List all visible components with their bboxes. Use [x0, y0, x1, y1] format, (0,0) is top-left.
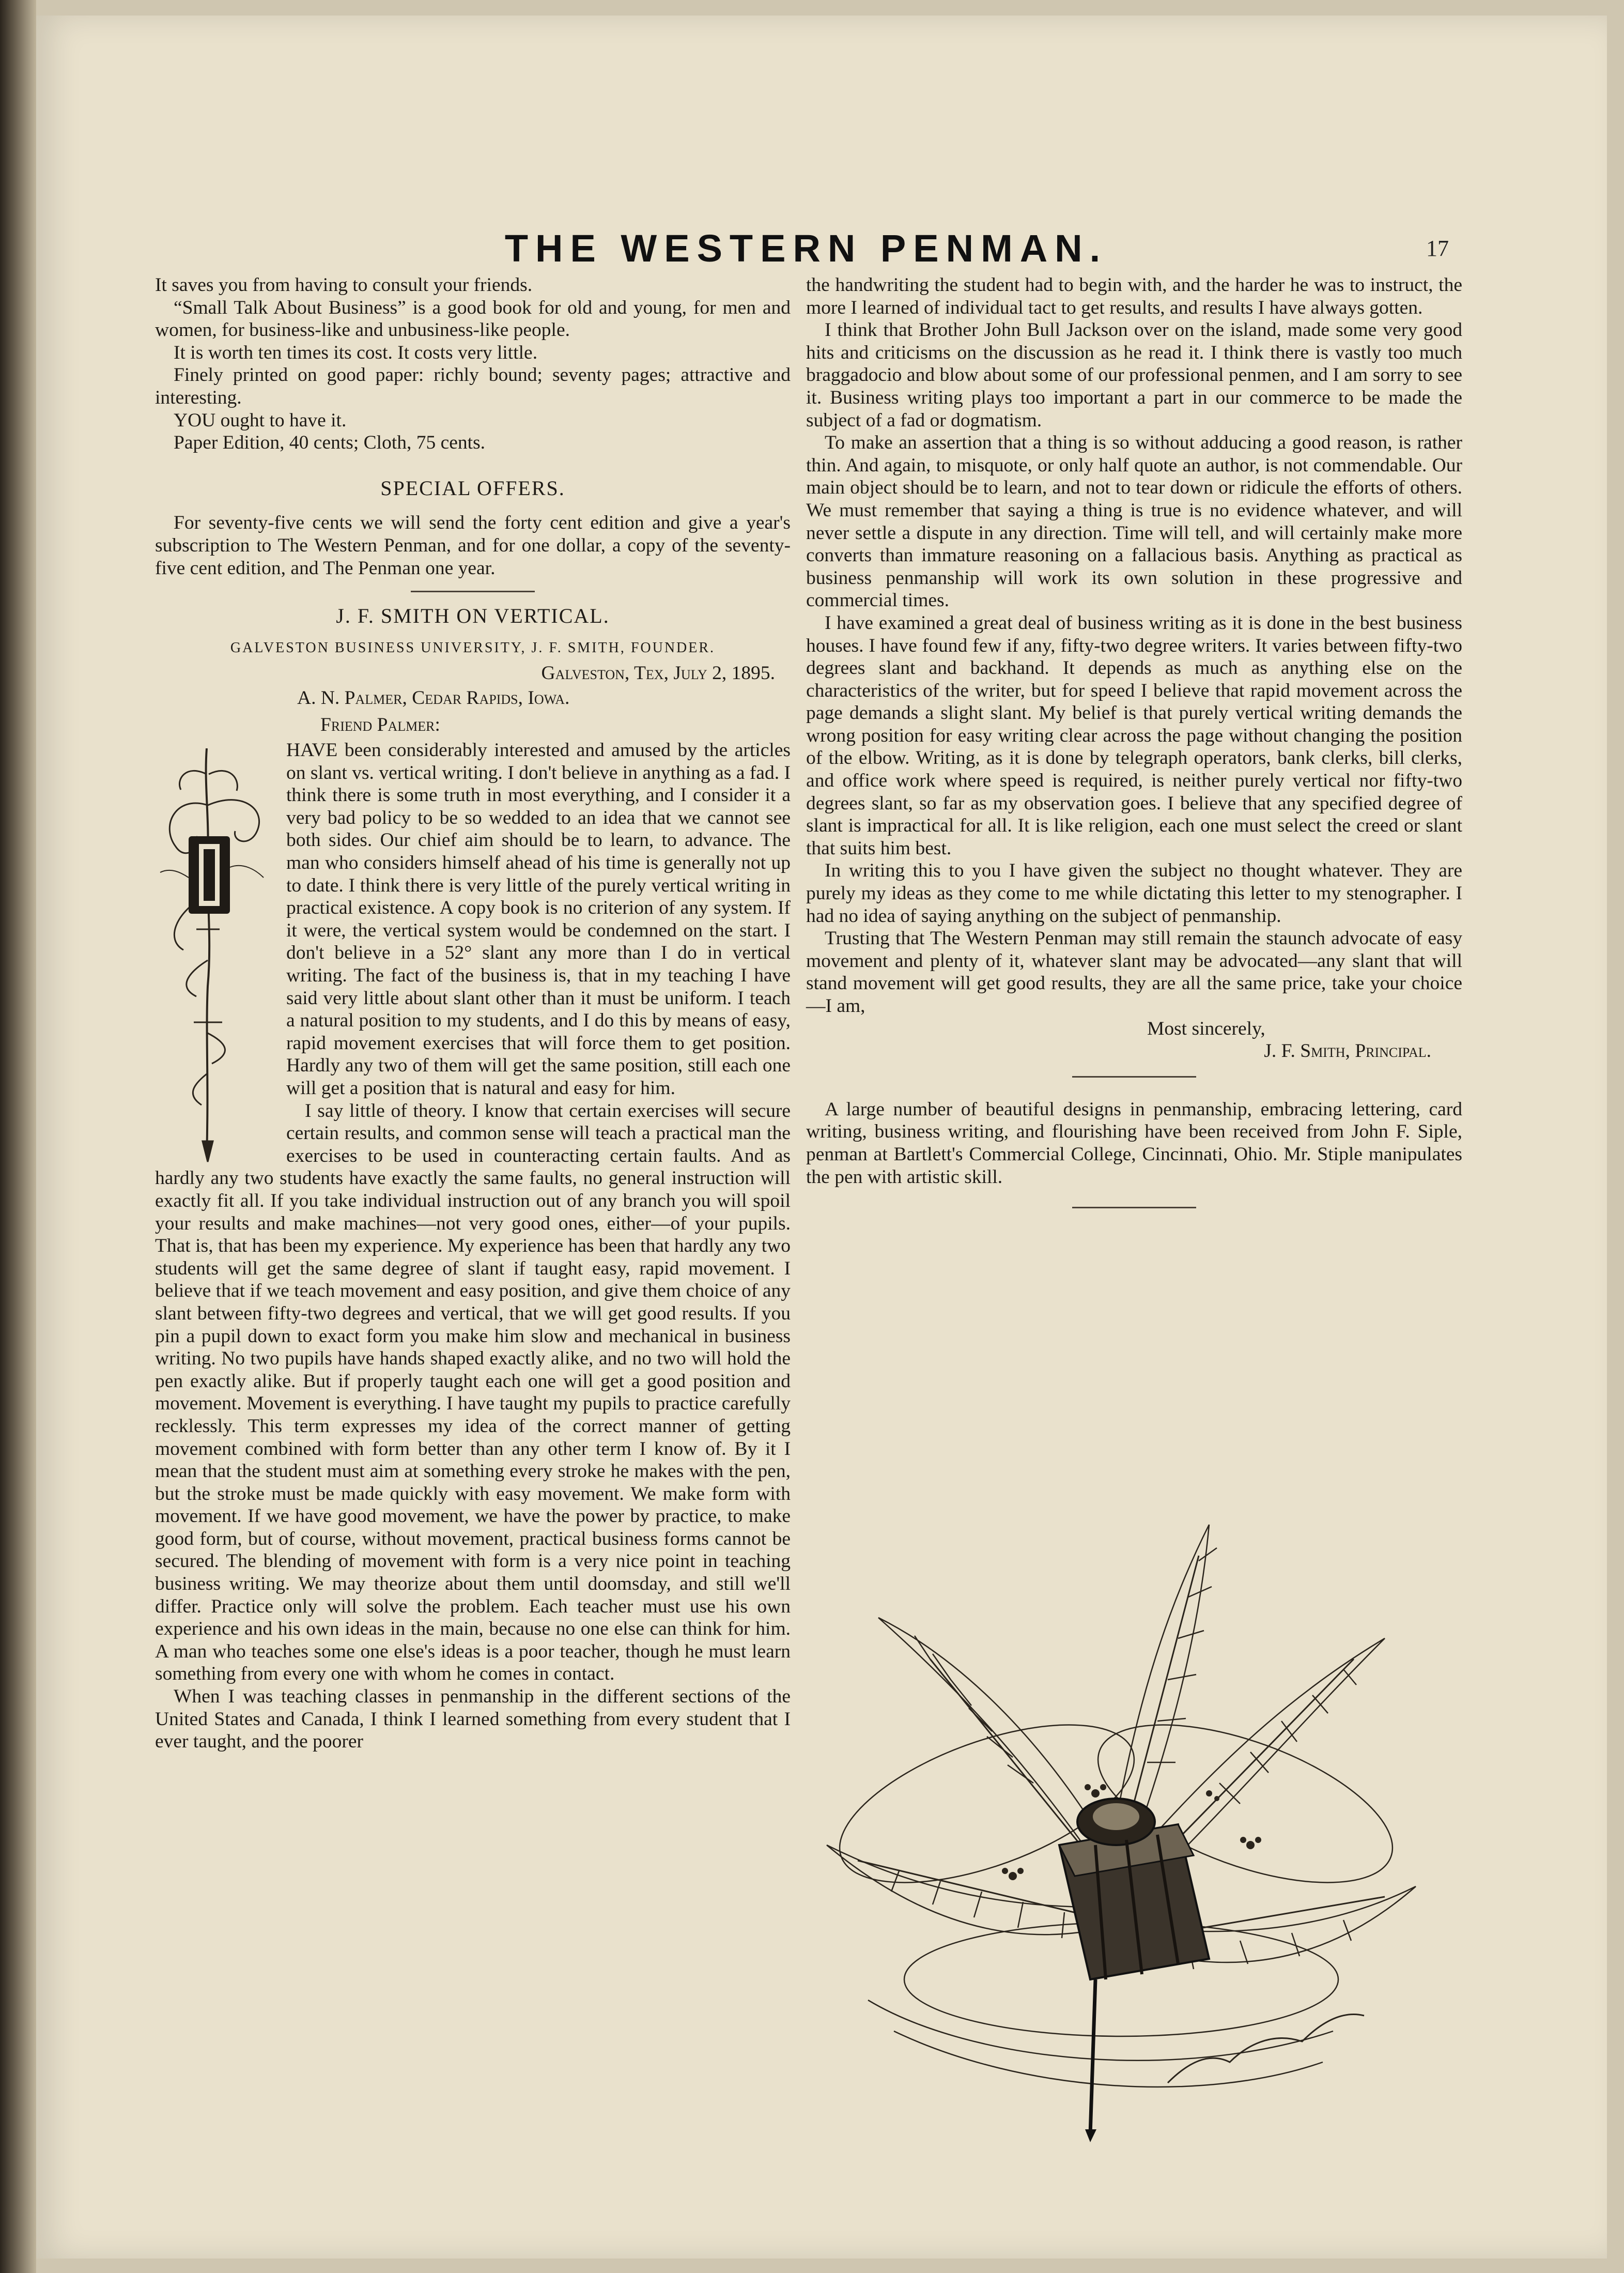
quill-inkwell-flourish-icon [816, 1483, 1426, 2145]
book-binding-edge [0, 0, 36, 2273]
dateline: Galveston, Tex, July 2, 1895. [541, 663, 775, 684]
section-divider [1072, 1076, 1196, 1078]
ornamental-initial-graphic [145, 743, 274, 1164]
intro-line: YOU ought to have it. [174, 409, 347, 431]
letter-paragraph: Trusting that The Western Penman may still remain the staunch advocate of easy movement and plenty of it, whatever slant may be advocated—any slant that will stand movement will get good results, they are all the same price, take your choice—I am, [806, 928, 1462, 1017]
letter-paragraph: In writing this to you I have given the subject no thought whatever. They are purely my ideas as they come to me while dictating this letter to my stenographer. I had no idea of saying anything on the subject of penmanship. [806, 860, 1462, 927]
special-offers-text: For seventy-five cents we will send the forty cent edition and give a year's subscription to The Western Penman, and for one dollar, a copy of the seventy-five cent edition, and The Penman one year. [155, 512, 791, 579]
intro-line: “Small Talk About Business” is a good book for old and young, for men and women, for business-like and unbusiness-like people. [155, 297, 791, 341]
letter-paragraph: To make an assertion that a thing is so without adducing a good reason, is rather thin. And again, to misquote, or only half quote an author, is not commendable. Our main object should be to learn, and not to tear down or ridicule the efforts of others. We must remember that saying a thing is true is no evidence whatever, and will never settle a dispute in any direction. Time will tell, and will certainly make more converts than immature reasoning on a fallacious basis. Anything as practical as business penmanship will work its own solution in these progressive and commercial times. [806, 432, 1462, 611]
letter-paragraph: I say little of theory. I know that certain exercises will secure certain results, and common sense will teach a practical man the exercises to be used in counteracting certain faults. And as hardly any two students have exactly the same faults, no general instruction will exactly fit all. If you take individual instruction out of any branch you will spoil your results and make machines—not very good ones, either—of your pupils. That is, that has been my experience. My experience has been that hardly any two students will get the same degree of slant if taught easy, rapid movement. I believe that if we teach movement and easy position, and give them choice of any slant between fifty-two degrees and vertical, that we will get good results. If you pin a pupil down to exact form you make him slow and mechanical in business writing. No two pupils have hands shaped exactly alike, and no two will hold the pen exactly alike. But if properly taught each one will get a good position and movement. Movement is everything. I have taught my pupils to practice carefully recklessly. This term expresses my idea of the correct manner of getting movement combined with form better than any other term I know of. By it I mean that the student must aim at something every stroke he makes with the pen, but the stroke must be made quickly with easy movement. We make form with movement. If we have good movement, we have the power by practice, to make good form, but of course, without movement, practical business forms cannot be secured. The blending of movement with form is a very nice point in teaching business writing. We may theorize about them until doomsday, and still we'll differ. Practice only will solve the problem. Each teacher must use his own experience and his own ideas in the main, because no one else can think for him. A man who teaches some one else's ideas is a poor teacher, though he must learn something from every one with whom he comes in contact. [155, 1100, 791, 1685]
intro-line: Finely printed on good paper: richly bound; seventy pages; attractive and interesting. [155, 364, 791, 408]
page-number: 17 [1426, 236, 1449, 261]
intro-line: It is worth ten times its cost. It costs very little. [174, 342, 538, 363]
flourish-illustration [816, 1483, 1426, 2145]
section-divider [1072, 1207, 1196, 1208]
letter-signature: J. F. Smith, Principal. [1264, 1040, 1431, 1062]
left-column [155, 274, 791, 1753]
special-offers-heading: SPECIAL OFFERS. [380, 476, 565, 500]
letter-closing: Most sincerely, [1147, 1018, 1265, 1039]
article-heading: J. F. SMITH ON VERTICAL. [336, 604, 610, 628]
intro-line: It saves you from having to consult your friends. [155, 274, 533, 296]
letter-paragraph: the handwriting the student had to begin with, and the harder he was to instruct, the more I learned of individual tact to get results, and results I have always gotten. [806, 274, 1462, 318]
letterhead: GALVESTON BUSINESS UNIVERSITY, J. F. SMITH, FOUNDER. [230, 639, 716, 656]
siple-notice: A large number of beautiful designs in penmanship, embracing lettering, card writing, business writing, and flourishing have been received from John F. Siple, penman at Bartlett's Commercial College, Cincinnati, Ohio. Mr. Stiple manipulates the pen with artistic skill. [806, 1098, 1462, 1188]
letter-paragraph: I have examined a great deal of business writing as it is done in the best business houses. I have found few if any, fifty-two degree writers. It varies between fifty-two degrees slant and backhand. It depends as much as anything else on the characteristics of the writer, but for speed I believe that rapid movement across the page demands a slight slant. My belief is that purely vertical writing demands the wrong position for easy writing clear across the page without changing the position of the elbow. Writing, as it is done by telegraph operators, bank clerks, bill clerks, and office work where speed is required, is neither purely vertical nor fifty-two degrees slant, so far as my observation goes. I believe that any specified degree of slant is impractical for all. It is like religion, each one must select the creed or slant that suits him best. [806, 612, 1462, 859]
addressee: A. N. Palmer, Cedar Rapids, Iowa. [297, 687, 570, 709]
letter-paragraph: I think that Brother John Bull Jackson over on the island, made some very good hits and criticisms on the discussion as he read it. I think there is vastly too much braggadocio and blow about some of our professional penmen, and I am sorry to see it. Business writing plays too important a part in our commerce to be made the subject of a fad or dogmatism. [806, 319, 1462, 431]
ornamental-initial-i [145, 743, 274, 1164]
letter-body [155, 739, 791, 1753]
letter-paragraph: When I was teaching classes in penmanship in the different sections of the United States and Canada, I think I learned something from every student that I ever taught, and the poorer [155, 1686, 791, 1753]
section-divider [411, 591, 535, 592]
intro-line: Paper Edition, 40 cents; Cloth, 75 cents. [174, 432, 486, 454]
salutation: Friend Palmer: [320, 714, 440, 735]
letter-first-paragraph: HAVE been considerably interested and amused by the articles on slant vs. vertical writing. I don't believe in anything as a fad. I think there is some truth in most everything, and I consider it a very bad policy to be so wedded to an idea that we cannot see both sides. Our chief aim should be to learn, to advance. The man who considers himself ahead of his time is generally not up to date. I think there is very little of the purely vertical writing in practical existence. A copy book is no criterion of any system. If it were, the vertical system would be condemned on the start. I don't believe in a 52° slant any more than I do in vertical writing. The fact of the business is, that in my teaching I have said very little about slant other than it must be uniform. I teach a natural position to my students, and I do this by means of easy, rapid movement exercises that will force them to get position. Hardly any two of them will get the same position, still each one will get a position that is natural and easy for him. [286, 740, 791, 1099]
masthead-title: THE WESTERN PENMAN. [504, 227, 1108, 270]
right-column [806, 274, 1462, 1221]
